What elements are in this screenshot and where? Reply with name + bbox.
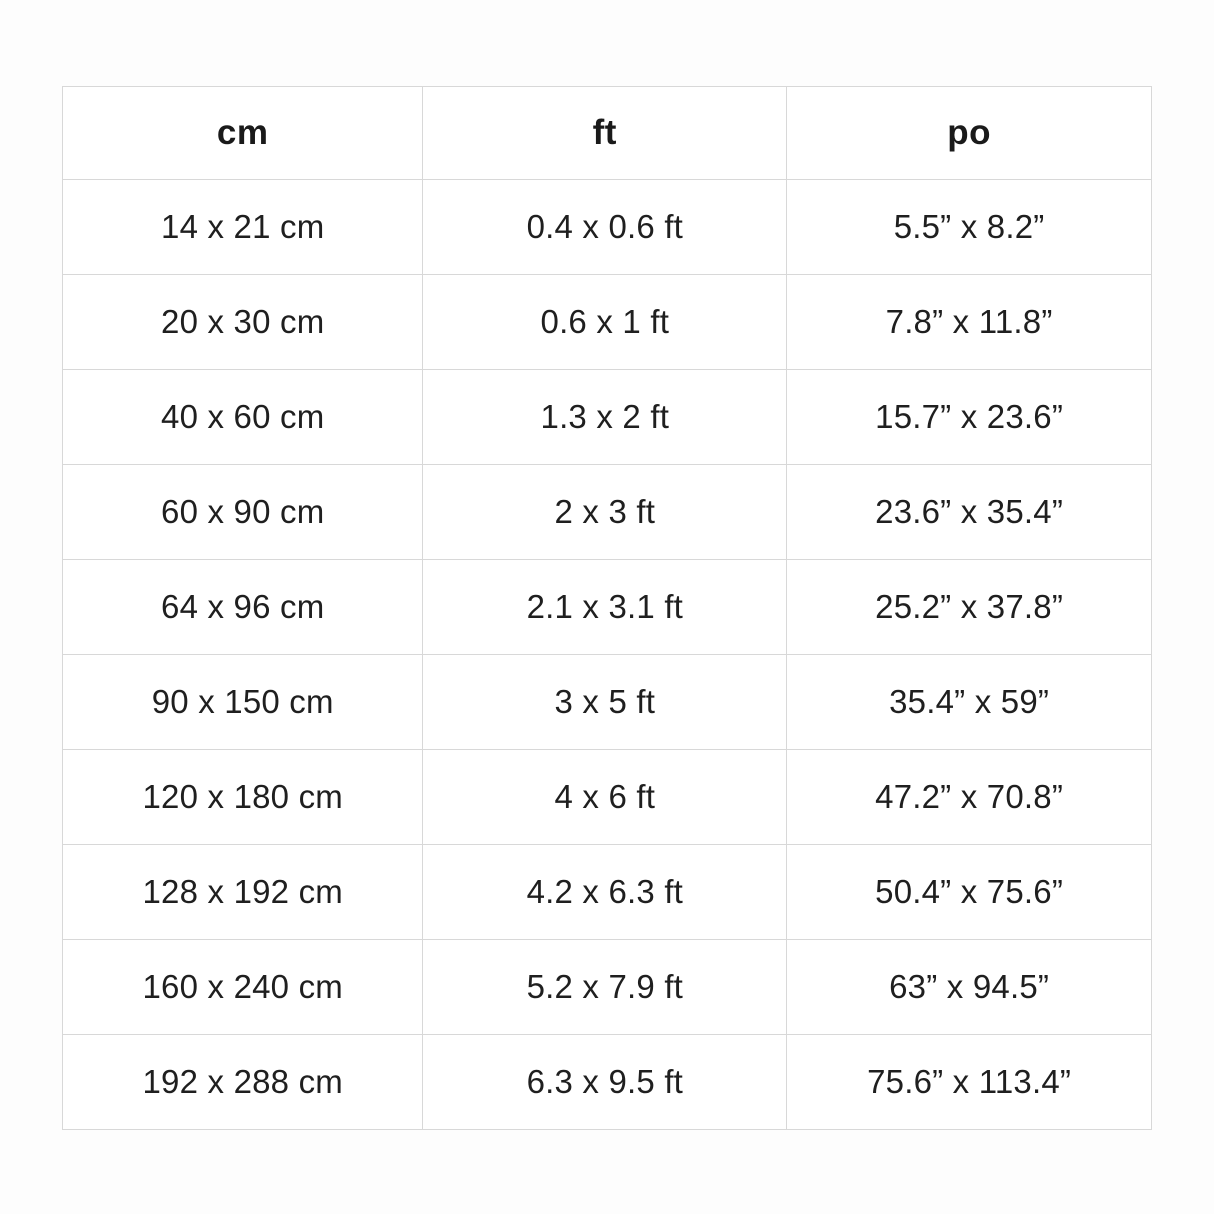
size-conversion-table xyxy=(62,86,1152,1130)
cell-po: 35.4” x 59” xyxy=(787,655,1152,750)
table-row xyxy=(63,275,1152,370)
column-header-ft: ft xyxy=(423,87,787,180)
cell-ft: 2 x 3 ft xyxy=(423,465,787,560)
table-row xyxy=(63,370,1152,465)
cell-po: 75.6” x 113.4” xyxy=(787,1035,1152,1130)
cell-cm: 60 x 90 cm xyxy=(63,465,423,560)
cell-ft: 5.2 x 7.9 ft xyxy=(423,940,787,1035)
cell-po: 23.6” x 35.4” xyxy=(787,465,1152,560)
table-row xyxy=(63,940,1152,1035)
table-row xyxy=(63,655,1152,750)
cell-po: 47.2” x 70.8” xyxy=(787,750,1152,845)
table-row xyxy=(63,465,1152,560)
table-row xyxy=(63,180,1152,275)
cell-cm: 64 x 96 cm xyxy=(63,560,423,655)
cell-po: 7.8” x 11.8” xyxy=(787,275,1152,370)
cell-ft: 4.2 x 6.3 ft xyxy=(423,845,787,940)
cell-po: 63” x 94.5” xyxy=(787,940,1152,1035)
cell-ft: 1.3 x 2 ft xyxy=(423,370,787,465)
cell-cm: 128 x 192 cm xyxy=(63,845,423,940)
table-row xyxy=(63,750,1152,845)
table-body xyxy=(63,180,1152,1130)
cell-ft: 2.1 x 3.1 ft xyxy=(423,560,787,655)
cell-po: 25.2” x 37.8” xyxy=(787,560,1152,655)
cell-cm: 20 x 30 cm xyxy=(63,275,423,370)
cell-cm: 120 x 180 cm xyxy=(63,750,423,845)
cell-ft: 3 x 5 ft xyxy=(423,655,787,750)
table-row xyxy=(63,1035,1152,1130)
table-row xyxy=(63,560,1152,655)
cell-po: 5.5” x 8.2” xyxy=(787,180,1152,275)
table-header-row xyxy=(63,87,1152,180)
cell-cm: 40 x 60 cm xyxy=(63,370,423,465)
table-row xyxy=(63,845,1152,940)
column-header-cm: cm xyxy=(63,87,423,180)
cell-cm: 160 x 240 cm xyxy=(63,940,423,1035)
cell-po: 50.4” x 75.6” xyxy=(787,845,1152,940)
cell-cm: 90 x 150 cm xyxy=(63,655,423,750)
cell-po: 15.7” x 23.6” xyxy=(787,370,1152,465)
cell-cm: 192 x 288 cm xyxy=(63,1035,423,1130)
cell-ft: 0.6 x 1 ft xyxy=(423,275,787,370)
cell-cm: 14 x 21 cm xyxy=(63,180,423,275)
cell-ft: 6.3 x 9.5 ft xyxy=(423,1035,787,1130)
cell-ft: 4 x 6 ft xyxy=(423,750,787,845)
cell-ft: 0.4 x 0.6 ft xyxy=(423,180,787,275)
table-header xyxy=(63,87,1152,180)
column-header-po: po xyxy=(787,87,1152,180)
